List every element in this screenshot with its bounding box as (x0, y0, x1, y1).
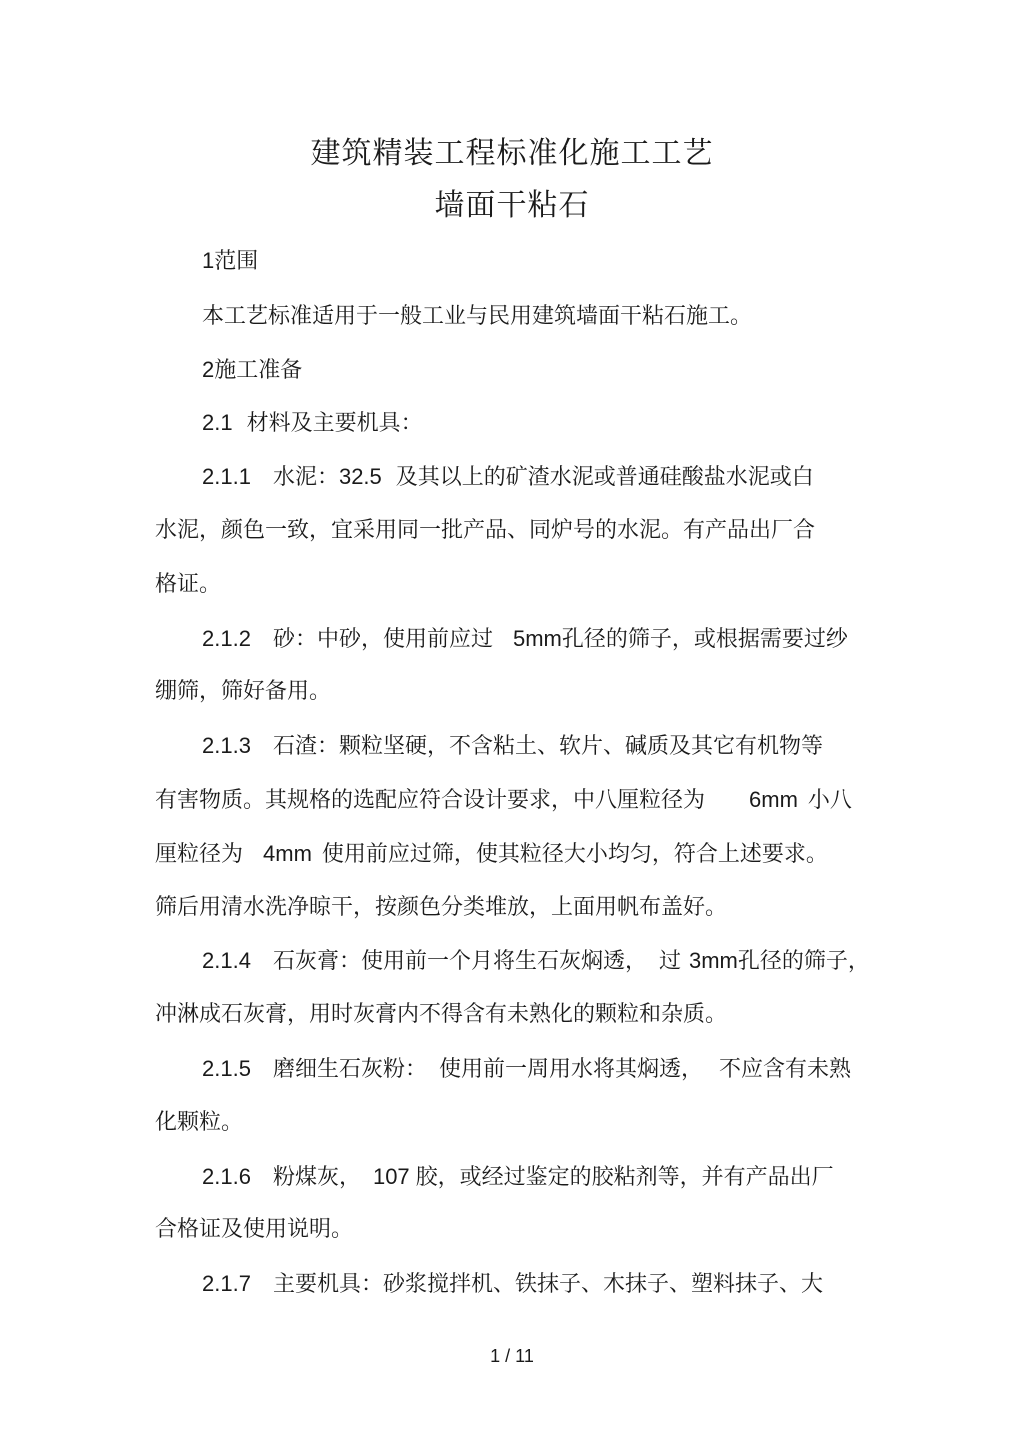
section-heading-2-1 (202, 408, 423, 439)
paragraph-2-1-2-line-1 (202, 624, 848, 655)
paragraph-2-1-3-line-4: 筛后用清水洗净晾干，按颜色分类堆放，上面用帆布盖好。 (155, 895, 728, 920)
text: 孔径的筛子，或根据需要过纱 (561, 627, 848, 652)
paragraph-2-1-1-line-2: 水泥，颜色一致，宜采用同一批产品、同炉号的水泥。有产品出厂合 (155, 518, 816, 543)
sieve-size: 3mm (688, 948, 738, 973)
paragraph-2-1-3-line-1 (202, 731, 823, 762)
clause-number: 2.1.7 (202, 1271, 251, 1296)
grain-size: 4mm (263, 841, 312, 866)
text: 厘粒径为 (155, 842, 244, 867)
section-number: 1 (202, 248, 215, 273)
paragraph-2-1-2-line-2: 绷筛，筛好备用。 (155, 679, 332, 704)
clause-number: 2.1.1 (202, 464, 251, 489)
text: 砂：中砂，使用前应过 (272, 627, 493, 652)
text: 过 (658, 949, 681, 974)
text: 磨细生石灰粉： (272, 1057, 427, 1082)
text: 及其以上的矿渣水泥或普通硅酸盐水泥或白 (395, 465, 814, 490)
text: 孔径的筛子， (737, 949, 870, 974)
section-title: 材料及主要机具： (246, 411, 423, 436)
section-title: 施工准备 (214, 358, 303, 383)
section-heading-2 (202, 355, 302, 386)
paragraph-2-1-5-line-2: 化颗粒。 (155, 1110, 244, 1135)
text: 水泥： (272, 465, 339, 490)
text: 使用前一周用水将其焖透， (438, 1057, 703, 1082)
paragraph-2-1-1-line-1 (202, 462, 814, 493)
cement-grade: 32.5 (338, 464, 382, 489)
clause-number: 2.1.5 (202, 1056, 251, 1081)
paragraph-2-1-3-line-2 (155, 785, 852, 816)
text: 主要机具：砂浆搅拌机、铁抹子、木抹子、塑料抹子、大 (272, 1272, 823, 1297)
page-indicator: 1 / 11 (490, 1346, 534, 1366)
section-number: 2.1 (202, 410, 233, 435)
paragraph-2-1-4-line-1 (202, 946, 870, 977)
glue-code: 107 (372, 1164, 410, 1189)
paragraph-2-1-3-line-3 (155, 839, 828, 870)
clause-number: 2.1.3 (202, 733, 251, 758)
section-title: 范围 (214, 249, 259, 274)
text: 不应含有未熟 (718, 1057, 851, 1082)
text: 石灰膏：使用前一个月将生石灰焖透， (272, 949, 647, 974)
section-1-body: 本工艺标准适用于一般工业与民用建筑墙面干粘石施工。 (202, 304, 753, 329)
text: 胶，或经过鉴定的胶粘剂等，并有产品出厂 (415, 1165, 834, 1190)
text: 有害物质。其规格的选配应符合设计要求，中八厘粒径为 (155, 788, 706, 813)
paragraph-2-1-6-line-2: 合格证及使用说明。 (155, 1217, 354, 1242)
section-heading-1 (202, 246, 258, 277)
clause-number: 2.1.6 (202, 1164, 251, 1189)
grain-size: 6mm (749, 787, 798, 812)
text: 使用前应过筛，使其粒径大小均匀，符合上述要求。 (321, 842, 828, 867)
paragraph-2-1-1-line-3: 格证。 (155, 572, 222, 597)
paragraph-2-1-4-line-2: 冲淋成石灰膏，用时灰膏内不得含有未熟化的颗粒和杂质。 (155, 1002, 728, 1027)
document-title: 建筑精装工程标准化施工工艺 (310, 136, 714, 171)
document-subtitle: 墙面干粘石 (434, 188, 590, 223)
sieve-size: 5mm (512, 626, 562, 651)
clause-number: 2.1.4 (202, 948, 251, 973)
paragraph-2-1-5-line-1 (202, 1054, 851, 1085)
text: 粉煤灰， (272, 1165, 361, 1190)
paragraph-2-1-7-line-1 (202, 1269, 823, 1300)
text: 石渣：颗粒坚硬，不含粘土、软片、碱质及其它有机物等 (272, 734, 823, 759)
paragraph-2-1-6-line-1 (202, 1162, 834, 1193)
section-number: 2 (202, 357, 215, 382)
clause-number: 2.1.2 (202, 626, 251, 651)
text: 小八 (807, 788, 852, 813)
